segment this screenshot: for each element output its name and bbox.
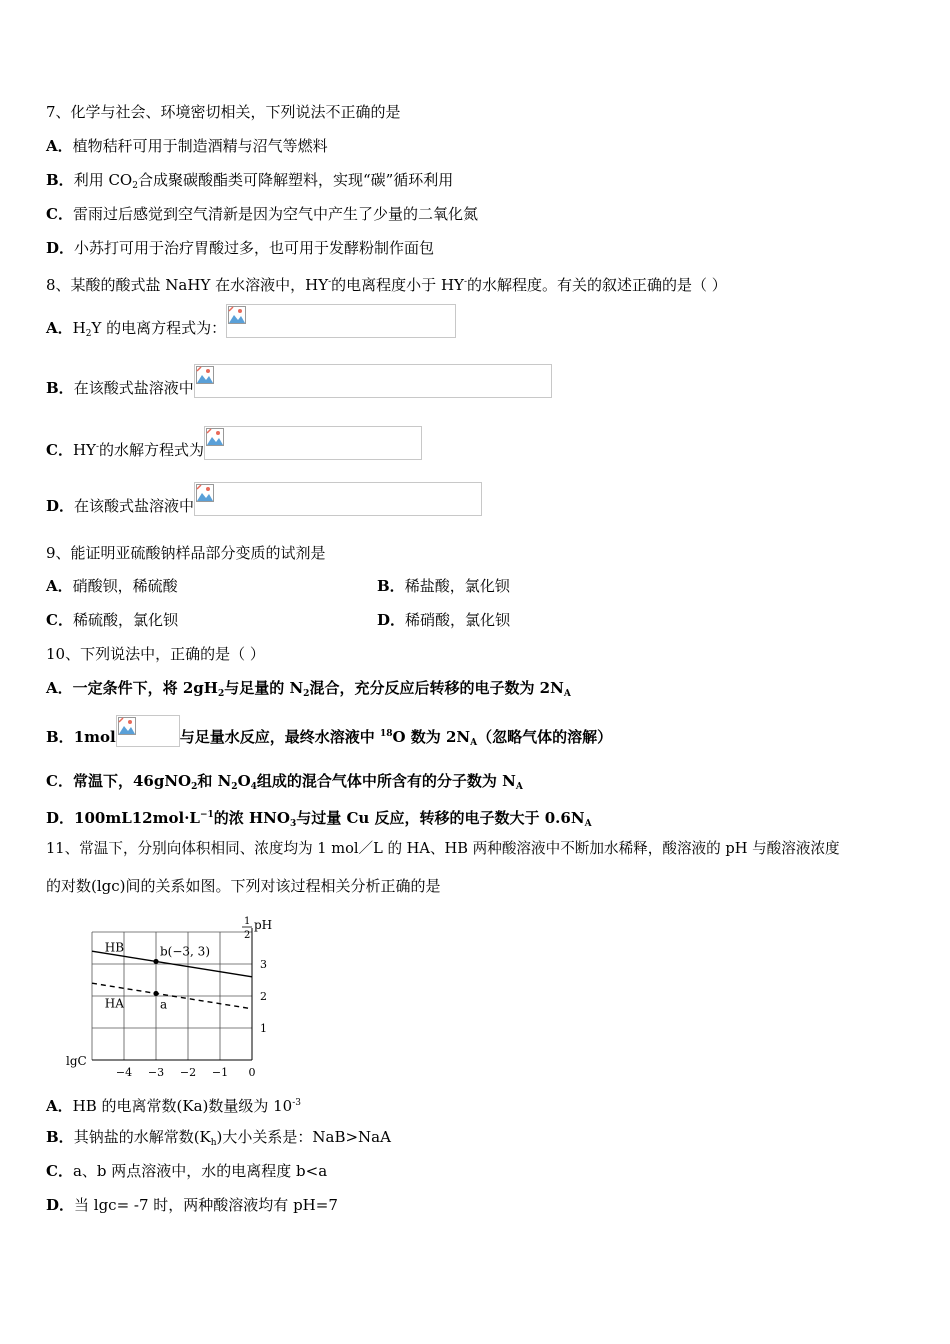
q11-stem-line1: 11、常温下，分别向体积相同、浓度均为 1 mol／L 的 HA、HB 两种酸溶液中不断加水稀释，酸溶液的 pH 与酸溶液浓度 [46,840,840,857]
broken-image-icon [194,364,552,398]
broken-image-icon [194,482,482,516]
q7-option-c: C．雷雨过后感觉到空气清新是因为空气中产生了少量的二氧化氮 [46,205,478,223]
x-tick-label: 0 [248,1066,256,1079]
q7-stem: 7、化学与社会、环境密切相关，下列说法不正确的是 [46,103,401,121]
y-axis-label-unit: pH [254,918,273,932]
q11-option-b: B．其钠盐的水解常数$(K_h)$大小关系是：NaB>NaA [46,1128,391,1148]
x-axis-label: lgC [66,1054,87,1068]
ph-lgc-chart [64,908,284,1080]
q8-option-b: B．在该酸式盐溶液中 [46,378,552,398]
broken-image-icon [226,304,456,338]
series-label-ha: HA [104,996,124,1011]
q10-option-a: A．一定条件下，将 $2gH_2$与足量的 $N_2$混合，充分反应后转移的电子数为 $2N_A$ [46,679,571,699]
q10-option-d: D．$100mL12mol\cdot L^{-1}$的浓 $HNO_3$与过量 Cu 反应，转移的电子数大于 $0.6N_A$ [46,809,592,829]
q10-stem: 10、下列说法中，正确的是（ ） [46,645,265,663]
q11-option-c: C．a、b 两点溶液中，水的电离程度 b<a [46,1162,328,1180]
y-tick-label: 2 [260,990,267,1003]
q7-option-d: D．小苏打可用于治疗胃酸过多，也可用于发酵粉制作面包 [46,239,435,257]
x-tick-label: −1 [211,1066,229,1079]
y-axis-label-numerator: 1 [244,916,251,927]
q10-option-b: B．1mol 与足量水反应，最终水溶液中 $^{18}$O 数为 $2N_A$（忽略气体的溶解） [46,724,612,753]
data-point-a [153,991,158,996]
q8-option-c: C．HY-的水解方程式为 [46,437,422,460]
q9-option-d: D．稀硝酸，氯化钡 [377,611,511,629]
q10-option-c: C．常温下，46gNO$_2$和 $N_2O_4$组成的混合气体中所含有的分子数为 $N_A$ [46,772,523,792]
q8-stem: 8、某酸的酸式盐 NaHY 在水溶液中，HY-的电离程度小于 HY-的水解程度。有关的叙述正确的是（ ） [46,276,727,294]
y-tick-label: 1 [260,1022,267,1035]
q11-stem-line2: 的对数(lgc)间的关系如图。下列对该过程相关分析正确的是 [46,877,441,895]
q9-option-a: A．硝酸钡，稀硫酸 [46,577,178,595]
x-tick-label: −3 [147,1066,165,1079]
y-tick-label: 3 [260,958,267,971]
broken-image-icon [204,426,422,460]
y-axis-label-denominator: 2 [244,930,251,941]
data-point-b [153,959,158,964]
q11-option-a: A．HB 的电离常数(Ka)数量级为 $10^{-3}$ [46,1097,302,1115]
series-label-hb: HB [104,940,125,955]
q7-option-b: B．利用 $CO_2$合成聚碳酸酯类可降解塑料，实现“碳”循环利用 [46,171,454,191]
q9-option-c: C．稀硫酸，氯化钡 [46,611,178,629]
q7-option-a: A．植物秸秆可用于制造酒精与沼气等燃料 [46,137,328,155]
data-point-label: b(−3, 3) [160,944,210,959]
q9-option-b: B．稀盐酸，氯化钡 [377,577,510,595]
x-tick-label: −2 [179,1066,197,1079]
broken-image-icon [116,715,180,747]
q8-option-d: D．在该酸式盐溶液中 [46,496,482,516]
q9-stem: 9、能证明亚硫酸钠样品部分变质的试剂是 [46,544,326,562]
q8-option-a: A．$H_2Y$ 的电离方程式为： [46,318,456,344]
q11-option-d: D．当 lgc= -7 时，两种酸溶液均有 pH=7 [46,1196,338,1214]
x-tick-label: −4 [115,1066,133,1079]
data-point-label: a [160,997,168,1012]
